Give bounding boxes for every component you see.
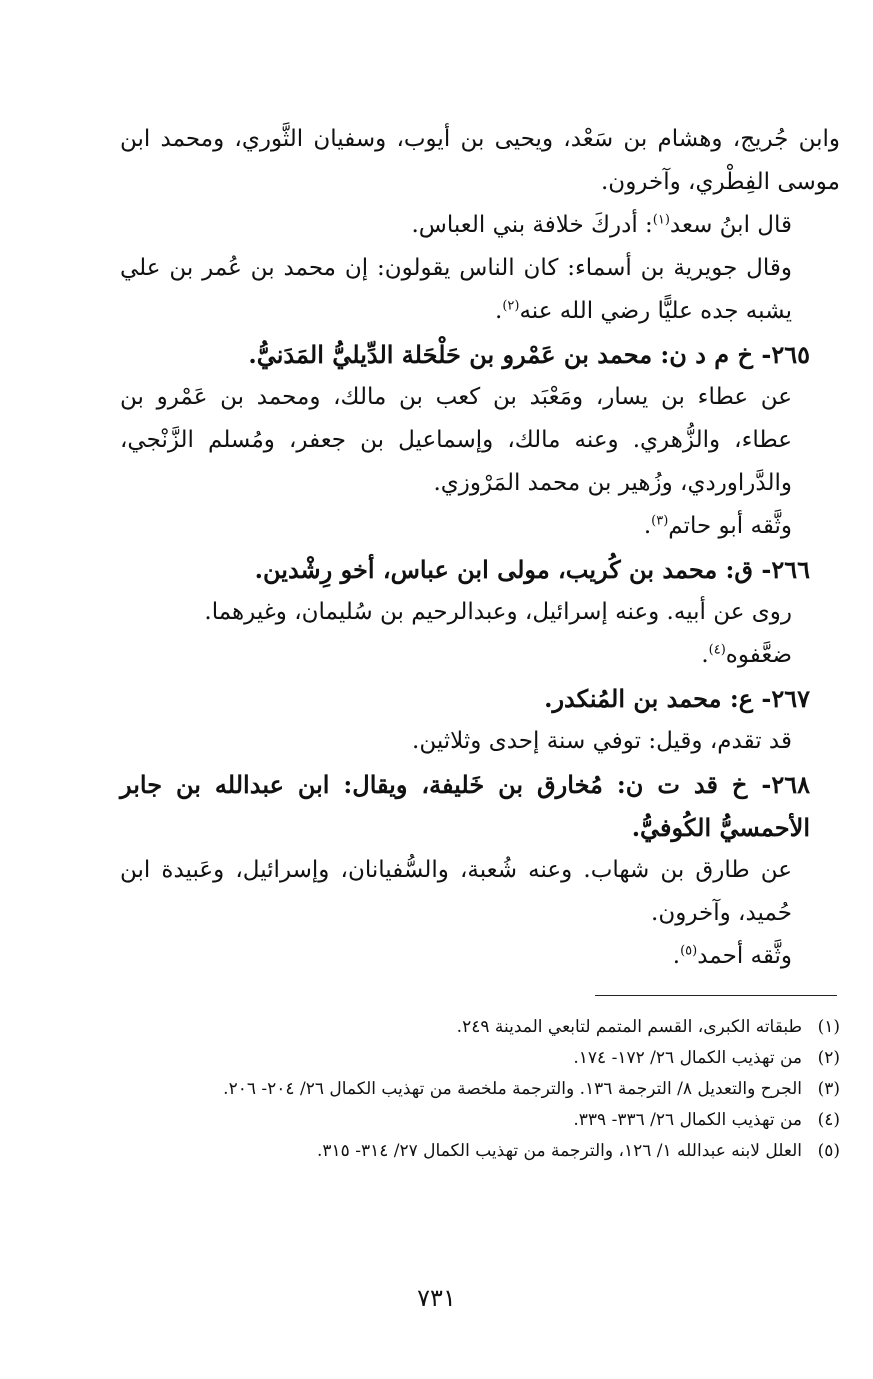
paragraph-narrators-266: روى عن أبيه. وعنه إسرائيل، وعبدالرحيم بن سُليمان، وغيرهما. [204, 599, 792, 625]
entry-name: محمد بن عَمْرو بن حَلْحَلة الدِّيليُّ المَدَنيُّ. [248, 340, 653, 369]
footnote-2 [120, 1043, 840, 1074]
entry-number: ٢٦٥- خ م د ن: [660, 340, 810, 369]
footnote-number: (٣) [817, 1079, 840, 1099]
entry-name: مُخارق بن خَليفة، ويقال: ابن عبدالله بن جابر الأحمسيُّ الكُوفيُّ. [120, 770, 810, 842]
page-number: ٧٣١ [417, 1284, 456, 1312]
footnote-4 [120, 1105, 840, 1136]
footnote-text: طبقاته الكبرى، القسم المتمم لتابعي المدينة ٢٤٩. [456, 1017, 802, 1037]
entry-heading-265 [120, 333, 840, 376]
main-text [120, 118, 840, 978]
paragraph-text: . [672, 943, 681, 969]
footnote-number: (٢) [817, 1048, 840, 1068]
entry-heading-266 [120, 548, 840, 591]
entry-name: محمد بن المُنكدر. [544, 684, 722, 713]
paragraph-students-list: وابن جُريج، وهشام بن سَعْد، ويحيى بن أيوب، وسفيان الثَّوري، ومحمد ابن موسى الفِطْري، وآخرون. [120, 126, 840, 195]
footnote-number: (٥) [817, 1141, 840, 1161]
entry-heading-267 [120, 677, 840, 720]
footnote-5 [120, 1136, 840, 1167]
entry-heading-268 [120, 763, 840, 849]
paragraph-narrators-265: عن عطاء بن يسار، ومَعْبَد بن كعب بن مالك، ومحمد بن عَمْرو بن عطاء، والزُّهري. وعنه مالك، وإسماعيل بن جعفر، ومُسلم الزَّنْجي، والدَّراوردي، وزُهير بن محمد المَرْوزي. [120, 384, 792, 496]
paragraph-death-year: قد تقدم، وقيل: توفي سنة إحدى وثلاثين. [412, 728, 792, 754]
footnote-ref-2[interactable]: (٢) [502, 298, 520, 314]
paragraph-text: وثَّقه أبو حاتم [668, 513, 792, 539]
paragraph-text: . [495, 298, 503, 324]
footnote-ref-1[interactable]: (١) [652, 212, 670, 228]
paragraph-abu-hatim [120, 505, 840, 548]
entry-number: ٢٦٧- ع: [729, 684, 810, 713]
paragraph-text: قال ابنُ سعد [669, 212, 792, 238]
paragraph-text: . [701, 642, 709, 668]
paragraph-text: وقال جويرية بن أسماء: كان الناس يقولون: إن محمد بن عُمر بن علي يشبه جده عليًّا رضي الله عنه [120, 255, 792, 324]
entry-number: ٢٦٦- ق: [725, 555, 810, 584]
paragraph-narrators-268: عن طارق بن شهاب. وعنه شُعبة، والسُّفيانان، وإسرائيل، وعَبيدة ابن حُميد، وآخرون. [120, 857, 792, 926]
paragraph-ahmad [120, 935, 840, 978]
footnote-text: من تهذيب الكمال ٢٦/ ٣٣٦- ٣٣٩. [573, 1110, 802, 1130]
footnotes-section [120, 1012, 840, 1167]
footnote-number: (٤) [817, 1110, 840, 1130]
paragraph-text: . [643, 513, 652, 539]
footnote-3 [120, 1074, 840, 1105]
footnote-ref-3[interactable]: (٣) [651, 513, 669, 529]
footnote-ref-5[interactable]: (٥) [680, 943, 698, 959]
footnote-1 [120, 1012, 840, 1043]
paragraph-ibn-saad [120, 204, 840, 247]
footnote-number: (١) [817, 1017, 840, 1037]
footnote-text: الجرح والتعديل ٨/ الترجمة ١٣٦. والترجمة ملخصة من تهذيب الكمال ٢٦/ ٢٠٤- ٢٠٦. [223, 1079, 802, 1099]
footnote-text: من تهذيب الكمال ٢٦/ ١٧٢- ١٧٤. [573, 1048, 802, 1068]
footnote-text: العلل لابنه عبدالله ١/ ١٢٦، والترجمة من تهذيب الكمال ٢٧/ ٣١٤- ٣١٥. [316, 1141, 802, 1161]
paragraph-weakened [120, 634, 840, 677]
entry-name: محمد بن كُريب، مولى ابن عباس، أخو رِشْدين. [254, 555, 718, 584]
paragraph-text: وثَّقه أحمد [697, 943, 792, 969]
paragraph-text: : أدركَ خلافة بني العباس. [411, 212, 653, 238]
paragraph-text: ضعَّفوه [725, 642, 792, 668]
footnote-separator [595, 995, 837, 996]
footnote-ref-4[interactable]: (٤) [708, 642, 726, 658]
entry-number: ٢٦٨- خ قد ت ن: [616, 770, 810, 799]
paragraph-juwayriya [120, 247, 840, 333]
